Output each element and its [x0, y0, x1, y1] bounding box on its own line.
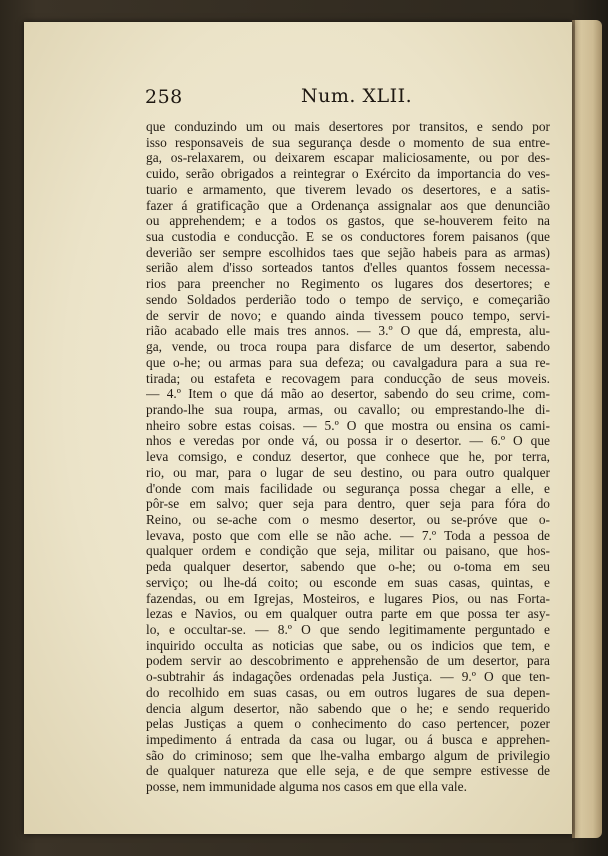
text-line: são do criminoso; sem que lhe-valha embargo algum de privilegio	[146, 747, 550, 763]
text-line: peda qualquer desertor, sabendo que o-he; ou o-toma em seu	[146, 559, 550, 575]
text-line: fazendas, ou em Igrejas, Mosteiros, e lugares Pios, ou nas Forta-	[146, 590, 550, 606]
text-line: — 4.º Item o que dá mão ao desertor, sabendo do seu crime, com-	[146, 386, 550, 402]
text-line: tuario e armamento, que tiverem levado os desertores, e a satis-	[146, 181, 550, 197]
text-line: que o-he; ou armas para sua defeza; ou cavalgadura para a sua re-	[146, 354, 550, 370]
page-header	[24, 82, 572, 114]
text-line: ga, os-relaxarem, ou deixarem escapar maliciosamente, ou por des-	[146, 150, 550, 166]
text-line: qualquer ordem e condição que seja, militar ou paisano, que hos-	[146, 543, 550, 559]
text-line: sua custodia e conducção. E se os conductores forem paisanos (que	[146, 229, 550, 245]
text-line: fazer á gratificação que a Ordenança assignalar aos que denuncião	[146, 197, 550, 213]
text-line: leva comsigo, e conduz desertor, que conhece que he, por terra,	[146, 449, 550, 465]
text-line: levava, posto que com elle se não ache. — 7.º Toda a pessoa de	[146, 527, 550, 543]
text-line: inquirido occulta as noticias que sabe, ou os indicios que tem, e	[146, 637, 550, 653]
text-line: Reino, ou se-ache com o mesmo desertor, ou se-próve que o-	[146, 511, 550, 527]
text-line: dencia algum desertor, não sabendo que o he; e sendo requerido	[146, 700, 550, 716]
text-line: ga, vende, ou troca roupa para disfarce de um desertor, sabendo	[146, 339, 550, 355]
text-line: rio, ou mar, para o lugar de seu destino, ou para outro qualquer	[146, 464, 550, 480]
text-line: tirada; ou estafeta e recovagem para conducção de seus moveis.	[146, 370, 550, 386]
text-line: podem servir ao descobrimento e apprehensão de um desertor, para	[146, 653, 550, 669]
text-line: o-subtrahir ás indagações ordenadas pela Justiça. — 9.º O que ten-	[146, 669, 550, 685]
text-line: impedimento á entrada da casa ou lugar, ou á busca e apprehen-	[146, 732, 550, 748]
book-page	[24, 22, 572, 834]
text-line: sendo Soldados perderião todo o tempo de serviço, e começarião	[146, 291, 550, 307]
body-text	[146, 119, 550, 795]
text-line: serião alem d'isso sorteados tantos d'elles quantos fossem necessa-	[146, 260, 550, 276]
text-line: deverião ser sempre escolhidos taes que sejão habeis para as armas)	[146, 244, 550, 260]
text-line: do recolhido em suas casas, ou em outros lugares de sua depen-	[146, 684, 550, 700]
text-line: d'onde com mais facilidade ou segurança possa chegar a elle, e	[146, 480, 550, 496]
text-line: que conduzindo um ou mais desertores por transitos, e sendo por	[146, 119, 550, 134]
text-line: posse, nem immunidade alguma nos casos em que ella vale.	[146, 779, 467, 795]
text-line: ou apprehendem; e a todos os gastos, que se-houverem feito na	[146, 213, 550, 229]
text-line: rião acabado elle mais tres annos. — 3.º O que dá, empresta, alu-	[146, 323, 550, 339]
text-line: lo, e occultar-se. — 8.º O que sendo legitimamente perguntado e	[146, 622, 550, 637]
text-line: rios para preencher no Regimento os lugares dos desertores; e	[146, 276, 550, 292]
page-number: 258	[145, 86, 183, 108]
text-line: cuido, serão obrigados a reintegrar o Exército da importancia do ves-	[146, 166, 550, 182]
text-line: pelas Justiças a quem o conhecimento do caso pertencer, pozer	[146, 716, 550, 732]
text-line: prando-lhe sua roupa, armas, ou cavallo; ou emprestando-lhe di-	[146, 401, 550, 417]
text-line: pôr-se em salvo; quer seja para dentro, quer seja para fóra do	[146, 496, 550, 512]
text-line: isso responsaveis de sua segurança desde o momento de sua entre-	[146, 134, 550, 150]
text-line: de servir de novo; e quando ainda tivessem pouco tempo, servi-	[146, 307, 550, 323]
text-line: lezas e Navios, ou em qualquer outra parte em que possa ter asy-	[146, 606, 550, 622]
text-line: nheiro sobre estas coisas. — 5.º O que mostra ou ensina os cami-	[146, 417, 550, 433]
text-line: de qualquer natureza que elle seja, e de que sempre estivesse de	[146, 763, 550, 779]
running-title: Num. XLII.	[301, 85, 413, 107]
text-line: serviço; ou lhe-dá coito; ou esconde em suas casas, quintas, e	[146, 574, 550, 590]
text-line: nhos e veredas por onde vá, ou possa ir o desertor. — 6.º O que	[146, 433, 550, 449]
next-page-edge	[572, 20, 602, 838]
